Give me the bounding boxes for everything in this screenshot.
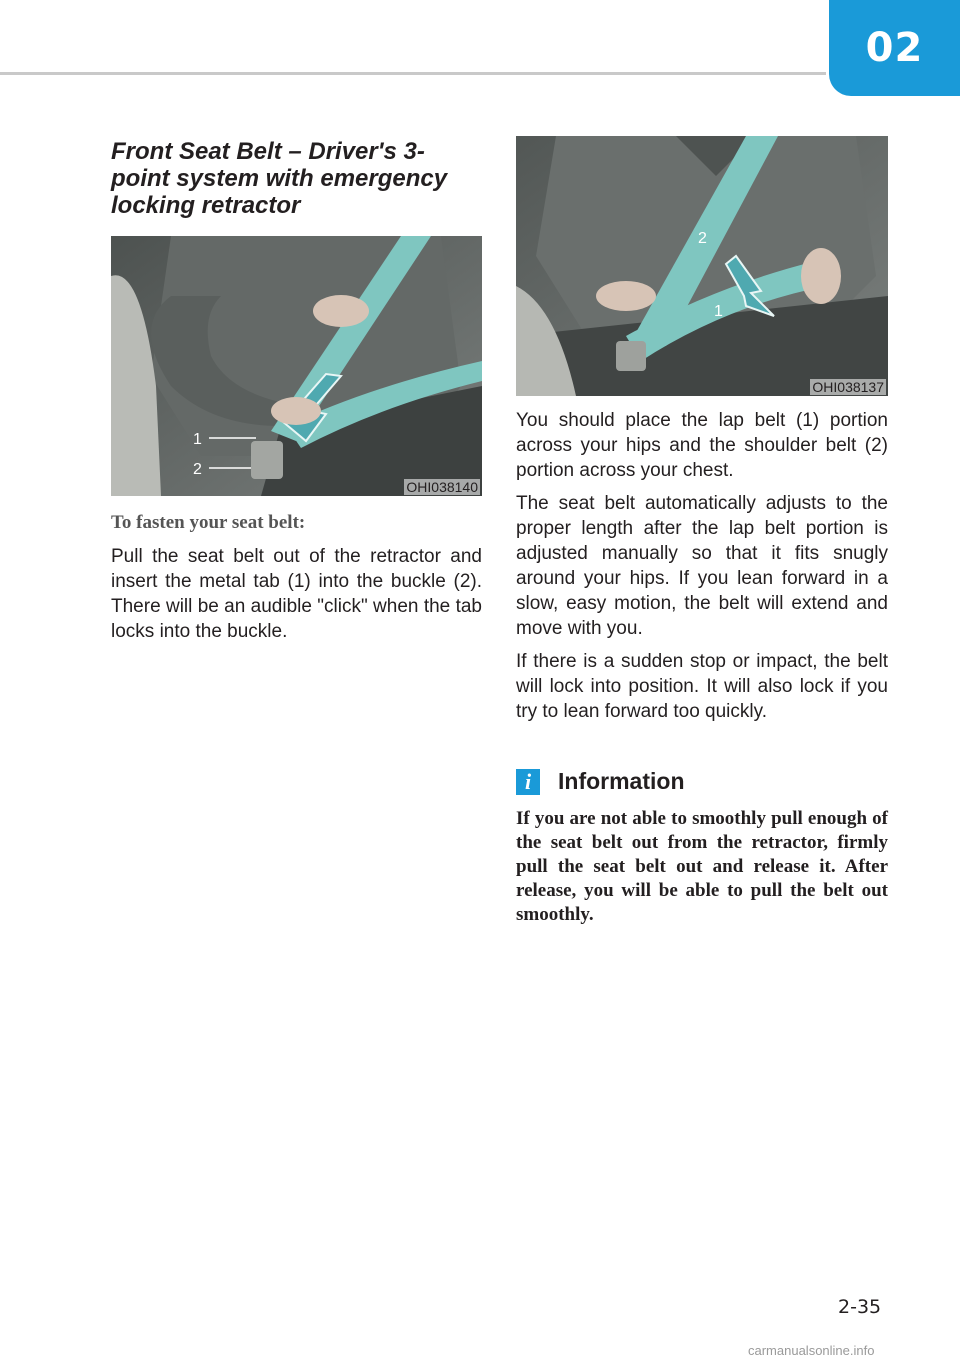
paragraph: You should place the lap belt (1) portion across your hips and the shoulder belt (2) portion across your chest. [516,410,888,481]
information-title: Information [558,768,685,794]
page-number: 2-35 [838,1296,882,1318]
figure-code: OHI038137 [812,379,884,395]
section-title: Front Seat Belt – Driver's 3-point system with emergency locking retractor [111,138,448,219]
callout-1: 1 [714,303,723,320]
information-icon: i [516,769,540,795]
subheading: To fasten your seat belt: [111,512,306,533]
paragraph: If there is a sudden stop or impact, the belt will lock into position. It will also lock if you try to lean forward too quickly. [516,651,888,722]
fasten-belt-illustration [111,236,482,496]
chapter-number: 02 [865,25,924,71]
information-text: If you are not able to smoothly pull enough of the seat belt out from the retractor, firmly pull the seat belt out and release it. After release, you will be able to pull the belt out smoothly. [516,808,888,925]
callout-2: 2 [698,230,707,247]
belt-position-illustration [516,136,888,396]
callout-1: 1 [193,431,202,448]
paragraph: The seat belt automatically adjusts to the proper length after the lap belt portion is adjusted manually so that it fits snugly around your hips. If you lean forward in a slow, easy motion, the belt will extend and move with you. [516,493,888,639]
header-rule [0,72,826,75]
right-column [516,136,888,927]
paragraph: Pull the seat belt out of the retractor and insert the metal tab (1) into the buckle (2). There will be an audible "click" when the tab locks into the buckle. [111,546,482,642]
watermark: carmanualsonline.info [748,1343,875,1358]
callout-2: 2 [193,461,202,478]
left-column [111,138,482,652]
figure-code: OHI038140 [406,479,478,495]
body-paragraphs [516,408,888,724]
chapter-tab [829,0,960,96]
information-heading [516,768,888,795]
